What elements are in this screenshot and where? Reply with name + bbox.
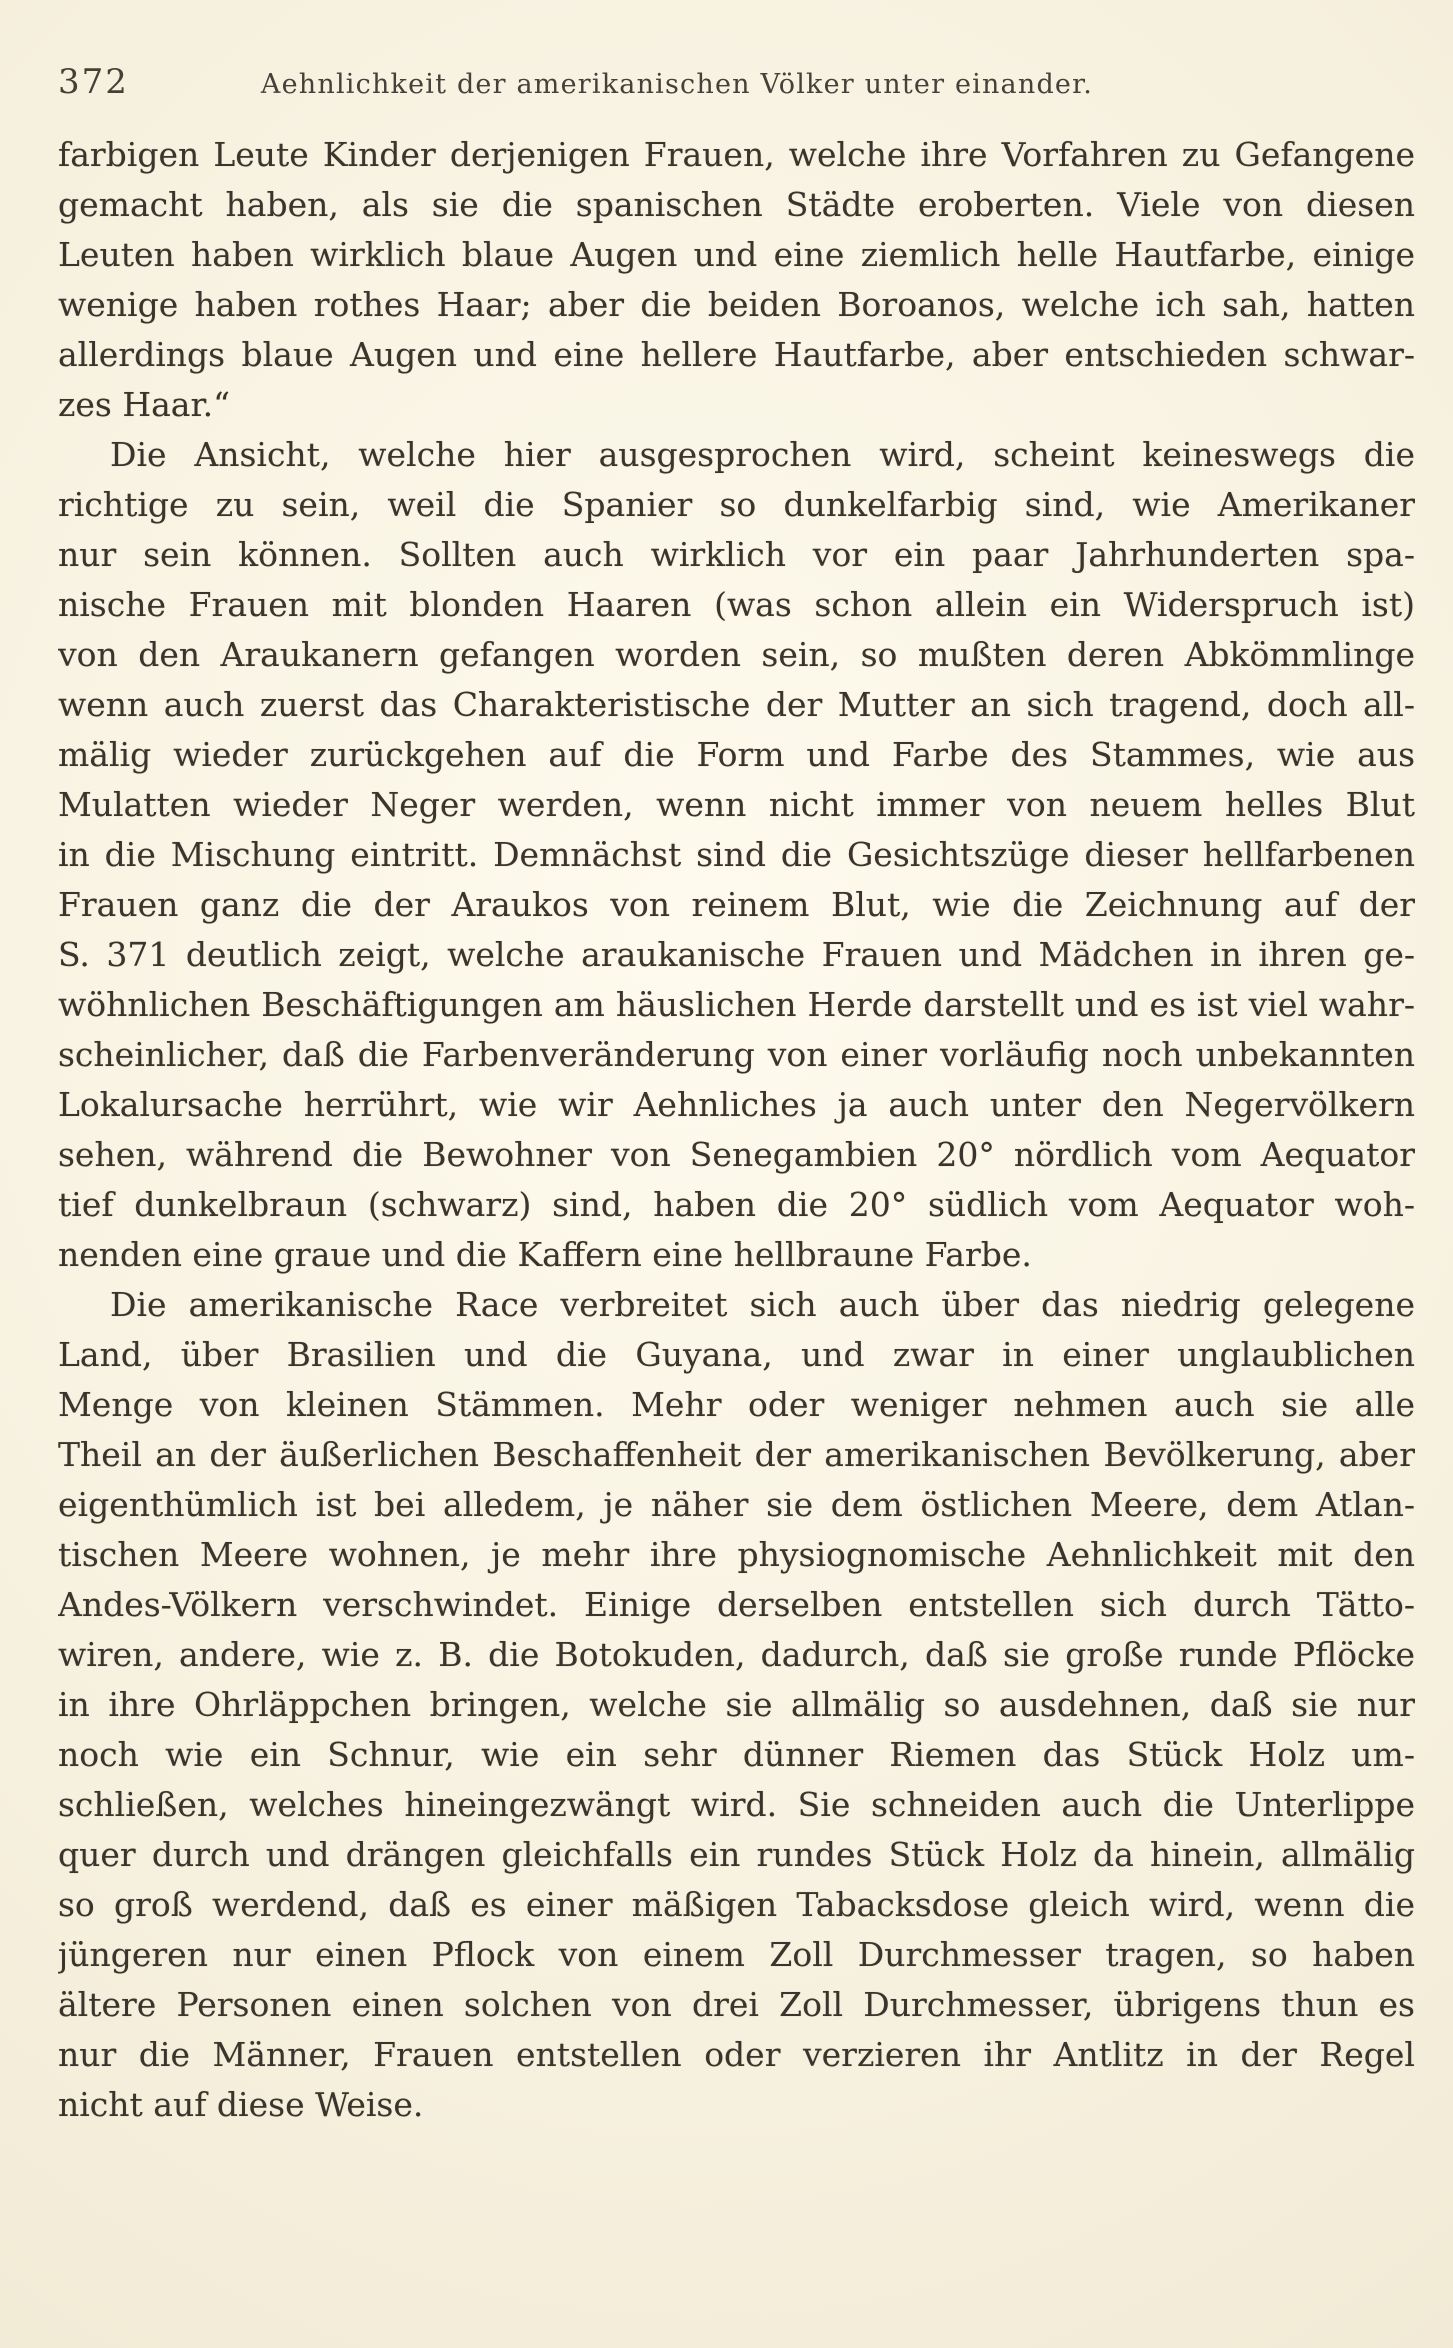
text-line: farbigen Leute Kinder derjenigen Frauen, welche ihre Vorfahren zu Gefangene [58, 135, 1415, 174]
text-line: Die amerikanische Race verbreitet sich auch über das niedrig gelegene [110, 1285, 1415, 1324]
text-line: zes Haar.“ [58, 385, 230, 424]
text-line: mälig wieder zurückgehen auf die Form und Farbe des Stammes, wie aus [58, 735, 1415, 774]
page-number: 372 [58, 62, 129, 102]
text-line: nur die Männer, Frauen entstellen oder verzieren ihr Antlitz in der Regel [58, 2035, 1415, 2074]
text-line: Land, über Brasilien und die Guyana, und zwar in einer unglaublichen [58, 1335, 1415, 1374]
paragraph [58, 1280, 1415, 2130]
text-line: noch wie ein Schnur, wie ein sehr dünner Riemen das Stück Holz um- [58, 1735, 1415, 1774]
paragraph [58, 130, 1415, 430]
paragraph [58, 430, 1415, 1280]
text-line: eigenthümlich ist bei alledem, je näher sie dem östlichen Meere, dem Atlan- [58, 1485, 1415, 1524]
text-line: nicht auf diese Weise. [58, 2085, 424, 2124]
text-line: Andes-Völkern verschwindet. Einige derselben entstellen sich durch Tätto- [58, 1585, 1415, 1624]
text-line: Frauen ganz die der Araukos von reinem Blut, wie die Zeichnung auf der [58, 885, 1415, 924]
text-line: nur sein können. Sollten auch wirklich vor ein paar Jahrhunderten spa- [58, 535, 1415, 574]
text-line: quer durch und drängen gleichfalls ein rundes Stück Holz da hinein, allmälig [58, 1835, 1415, 1874]
text-line: Mulatten wieder Neger werden, wenn nicht immer von neuem helles Blut [58, 785, 1415, 824]
text-line: allerdings blaue Augen und eine hellere Hautfarbe, aber entschieden schwar- [58, 335, 1415, 374]
text-line: gemacht haben, als sie die spanischen Städte eroberten. Viele von diesen [58, 185, 1415, 224]
text-line: ältere Personen einen solchen von drei Zoll Durchmesser, übrigens thun es [58, 1985, 1415, 2024]
text-line: wöhnlichen Beschäftigungen am häuslichen Herde darstellt und es ist viel wahr- [58, 985, 1415, 1024]
text-line: wenige haben rothes Haar; aber die beiden Boroanos, welche ich sah, hatten [58, 285, 1415, 324]
text-line: sehen, während die Bewohner von Senegambien 20° nördlich vom Aequator [58, 1135, 1415, 1174]
text-line: richtige zu sein, weil die Spanier so dunkelfarbig sind, wie Amerikaner [58, 485, 1415, 524]
text-line: tief dunkelbraun (schwarz) sind, haben die 20° südlich vom Aequator woh- [58, 1185, 1415, 1224]
text-line: nenden eine graue und die Kaffern eine hellbraune Farbe. [58, 1235, 1032, 1274]
running-head [58, 62, 1415, 108]
text-line: von den Araukanern gefangen worden sein, so mußten deren Abkömmlinge [58, 635, 1415, 674]
text-line: scheinlicher, daß die Farbenveränderung von einer vorläufig noch unbekannten [58, 1035, 1415, 1074]
text-line: Menge von kleinen Stämmen. Mehr oder weniger nehmen auch sie alle [58, 1385, 1415, 1424]
text-line: wenn auch zuerst das Charakteristische der Mutter an sich tragend, doch all- [58, 685, 1415, 724]
text-line: Lokalursache herrührt, wie wir Aehnliches ja auch unter den Negervölkern [58, 1085, 1415, 1124]
text-line: in ihre Ohrläppchen bringen, welche sie allmälig so ausdehnen, daß sie nur [58, 1685, 1415, 1724]
text-line: nische Frauen mit blonden Haaren (was schon allein ein Widerspruch ist) [58, 585, 1415, 624]
text-line: S. 371 deutlich zeigt, welche araukanische Frauen und Mädchen in ihren ge- [58, 935, 1415, 974]
text-line: jüngeren nur einen Pflock von einem Zoll Durchmesser tragen, so haben [58, 1935, 1415, 1974]
text-line: in die Mischung eintritt. Demnächst sind die Gesichtszüge dieser hellfarbenen [58, 835, 1415, 874]
running-header-title: Aehnlichkeit der amerikanischen Völker unter einander. [260, 69, 1094, 100]
text-line: Theil an der äußerlichen Beschaffenheit der amerikanischen Bevölkerung, aber [58, 1435, 1415, 1474]
text-line: so groß werdend, daß es einer mäßigen Tabacksdose gleich wird, wenn die [58, 1885, 1415, 1924]
text-line: Leuten haben wirklich blaue Augen und eine ziemlich helle Hautfarbe, einige [58, 235, 1415, 274]
text-line: wiren, andere, wie z. B. die Botokuden, dadurch, daß sie große runde Pflöcke [58, 1635, 1415, 1674]
text-line: tischen Meere wohnen, je mehr ihre physiognomische Aehnlichkeit mit den [58, 1535, 1415, 1574]
body-text [58, 130, 1415, 2130]
text-line: schließen, welches hineingezwängt wird. Sie schneiden auch die Unterlippe [58, 1785, 1415, 1824]
text-line: Die Ansicht, welche hier ausgesprochen wird, scheint keineswegs die [110, 435, 1415, 474]
